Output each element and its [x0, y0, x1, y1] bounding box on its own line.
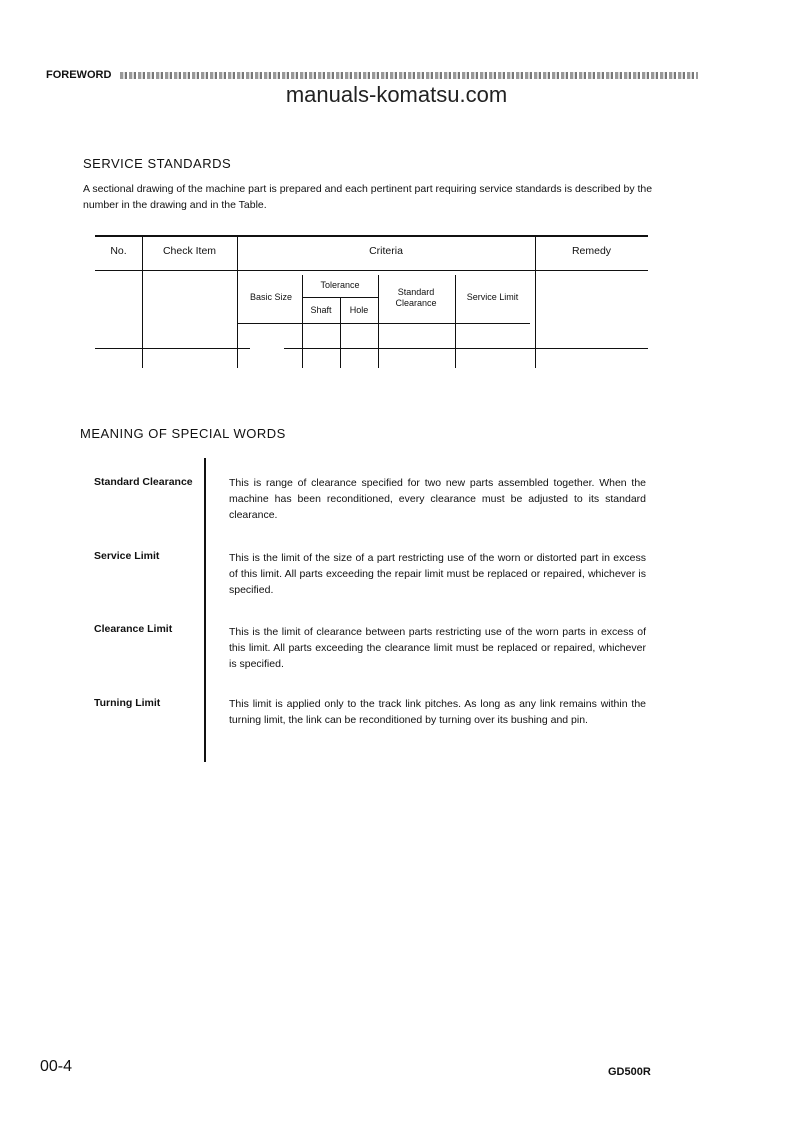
col-shaft: Shaft [310, 305, 332, 315]
col-basic-size: Basic Size [249, 292, 293, 302]
watermark: manuals-komatsu.com [285, 82, 508, 107]
section-title-special-words: MEANING OF SPECIAL WORDS [80, 426, 286, 441]
section-title-service-standards: SERVICE STANDARDS [83, 156, 232, 171]
term-description: This is range of clearance specified for two new parts assembled together. When the machine has been reconditioned, every clearance must be adjusted to its standard clearance. [229, 477, 646, 521]
section-header: FOREWORD [46, 69, 112, 81]
col-check-item: Check Item [162, 245, 217, 257]
term: Service Limit [94, 550, 160, 562]
term: Turning Limit [94, 697, 161, 709]
col-hole: Hole [349, 305, 369, 315]
term: Clearance Limit [94, 623, 173, 635]
col-standard-clearance: Standard Clearance [395, 287, 437, 308]
term-description: This is the limit of clearance between parts restricting use of the worn parts in excess of this limit. All parts exceeding the clearance limit must be replaced or repaired, whichever is specified. [229, 626, 646, 670]
header-bar [120, 72, 698, 79]
page-number: 00-4 [40, 1058, 73, 1075]
service-standards-intro: A sectional drawing of the machine part is prepared and each pertinent part requiring service standards is described by the number in the drawing and in the Table. [83, 183, 653, 211]
model-code: GD500R [608, 1066, 651, 1078]
col-criteria: Criteria [369, 245, 403, 257]
col-no: No. [110, 245, 127, 257]
term-description: This is the limit of the size of a part restricting use of the worn or distorted part in excess of this limit. All parts exceeding the repair limit must be replaced or repaired, whichever is specified. [229, 552, 646, 596]
col-service-limit: Service Limit [466, 292, 519, 302]
term: Standard Clearance [94, 476, 193, 488]
col-tolerance: Tolerance [320, 280, 360, 290]
col-remedy: Remedy [571, 245, 612, 257]
term-description: This limit is applied only to the track link pitches. As long as any link remains within the turning limit, the link can be reconditioned by turning over its bushing and pin. [229, 698, 646, 726]
